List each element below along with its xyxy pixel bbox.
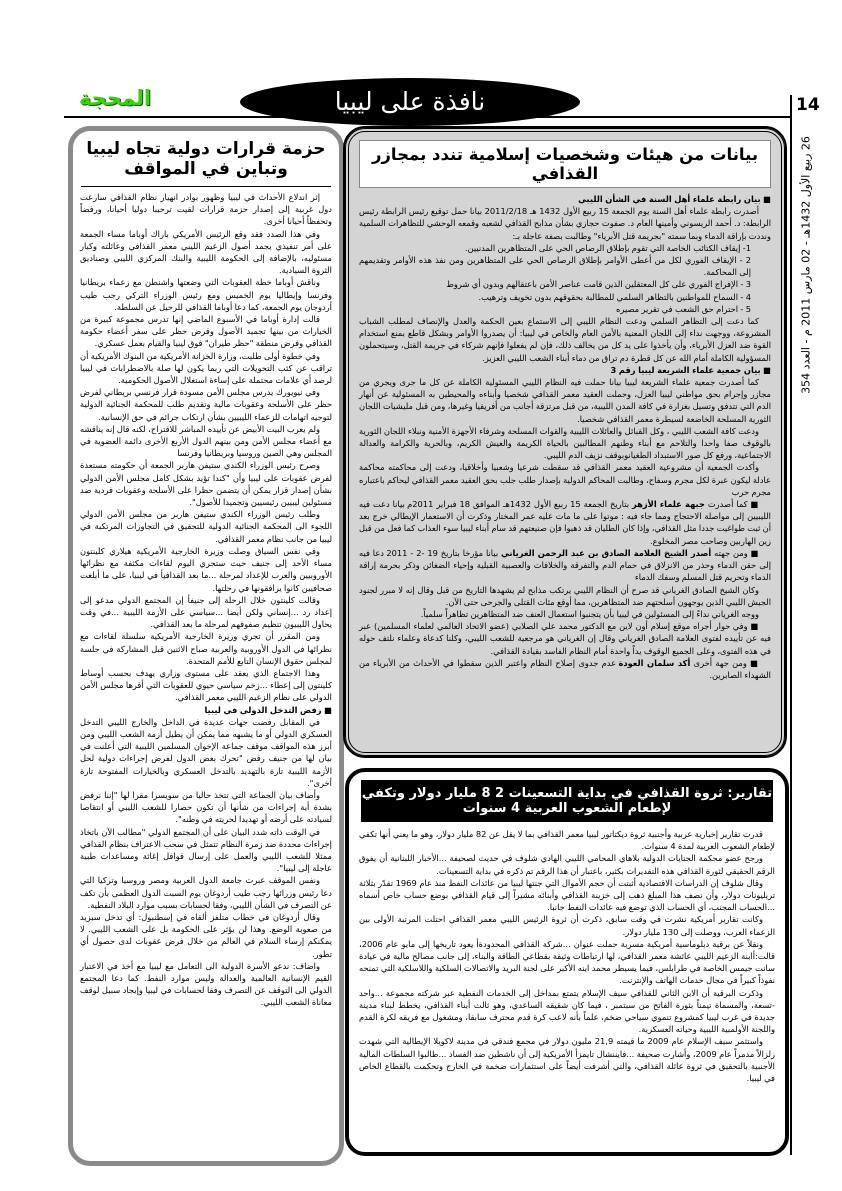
paragraph — [359, 376, 771, 425]
paragraph-text: ودعت كافة الشعب الليبي ، وكل القبائل والعائلات الليبية والقوات المسلحة وشرفاء الأجهزة الأمنية ونبلاء اللجان الثورية بالوقوف صفا واحدا والتلاحم مع أبناء وطنهم المطالبين بالحياة الكريمة والعيش الكريم، وبالحرية والكرامة والعدالة الاجتماعية، ورفع كل صور الاستبداد الطغيانوبوقف نزيف الدم الليبي. — [359, 425, 771, 461]
paragraph-text: وقال أردوغان في خطاب متلفز ألقاه في إسطنبول: أي تدخل سيزيد من صعوبة الوضع. وهذا لن يؤثر على الحكومة بل على الشعب الليبي. لا يمكنكم إرساء السلام في العالم من خلال فرض عقوبات لدى حصول أي تطور. — [80, 911, 332, 959]
paragraph-text: 5 - احترام حق الشعب في تقرير مصيره — [616, 303, 751, 314]
left-article-body — [73, 187, 339, 1015]
bold-phrase: ■ رفض التدخل الدولي في ليبيا — [204, 704, 332, 715]
paragraph-text: إثر اندلاع الأحداث في ليبيا وظهور بوادر انهيار نظام القذافي سارعت دول غربية إلى إصدار حزمة قرارات لقيت ترحيبا دوليا أحيانا، ورفضاً وتحفظاً أحيانا أخرى. — [80, 192, 332, 227]
paragraph — [80, 716, 332, 789]
paragraph-text: وكان الشيخ الصادق الغرياني قد صرح أن النظام الليبي يرتكب مذابح لم يشهدها التاريخ من قبل وقال إنه لا مبرر لجنود الجيش الليبي الذين يوجهون أسلحتهم ضد المتظاهرين، مما أوقع مئات القتلى والجرحى حتى الآن. — [359, 584, 771, 607]
paragraph-text: بتاريخ الجمعة 15 ربيع الأول 1432هـ الموافق 18 فبراير 2011م بيانا دعت فيه الليبيين إلى مواصلة الاحتجاج ومما جاء فيه : موتوا على ما مات عليه عمر المختار وذكرت أن الاستعمار الإيطالي خرج بعد أن ثبت طواغيت جددا مثل القذافي، وإذا كان الطليان قد ذهبوا فإن صنيعتهم قد سام أبناء ليبيا سوء العذاب كما فعل من قبل زين الهاربين وصاحب مصر المخلوع. — [359, 499, 771, 546]
dateline — [796, 130, 816, 400]
margin-rule — [790, 95, 792, 1155]
paragraph-text: في المقابل رفضت جهات عديدة في الداخل والخارج الليبي التدخل العسكري الدولي أو ما يشبهه مما يمكن أن يطيل أزمة الشعب الليبي ومن أبرز هذه المواقف موقف جماعة الإخوان المسلمين الليبية التي أعلنت في بيان لها من جنيف رفض "تحرك بعض الدول لفرض إجراءات دولية لحل الأزمة الليبية تارة بالتهديد بالتدخل العسكري وبالخيارات المفتوحة تارة أخرى". — [80, 716, 332, 788]
list-item — [359, 242, 771, 254]
right-article-body — [349, 193, 781, 687]
paragraph — [359, 913, 775, 937]
paragraph — [359, 425, 771, 462]
paragraph-text: ولم يعرب البيت الأبيض عن تأييده المباشر للاقتراح، لكنه قال إنه يناقشه مع أعضاء مجلس الأمن ومن بينهم الدول الأربع الأخرى دائمة العضوية في المجلس وهي الصين وروسيا وبريطانيا وفرنسا — [80, 423, 332, 459]
paragraph — [80, 874, 332, 911]
paragraph — [359, 498, 771, 547]
paragraph — [359, 315, 771, 364]
subheading — [359, 193, 771, 205]
paragraph-text: ومن المقرر أن تجري وزيرة الخارجية الأمريكية سلسلة لقاءات مع نظرائها في الدول الأوروبية والعربية صباح الاثنين قبل المشاركة في جلسة لمجلس حقوق الإنسان التابع للأمم المتحدة. — [80, 631, 332, 666]
paragraph — [80, 508, 332, 545]
paragraph — [80, 423, 332, 460]
paragraph-text: ورجح عضو محكمة الجنايات الدولية بلاهاي المحامي الليبي الهادي شلوف في حديث لصحيفة ...الأخبار اللبنانية أن يفوق الرقم الحقيقي لثورة القذافي هذه التقديرات بكثير، باعتبار أن هذا الرقم تم ذكره في بداية التسعينات. — [359, 853, 775, 876]
paragraph — [80, 911, 332, 960]
bottom-article-body — [349, 828, 785, 1090]
paragraph-text: عدم جدوى إصلاح النظام واعتبر الذين سقطوا في الأحداث من الأبرياء من الشهداء الصابرين. — [359, 657, 771, 680]
left-article — [68, 126, 344, 1166]
paragraph-text: 1- إيقاف الكتائب الخاصة التي تقوم بإطلاق الرصاص الحي على المتظاهرين المدنيين. — [464, 242, 751, 253]
paragraph — [359, 584, 771, 608]
paragraph-text: وذكرت البرقية أن الابن الثاني للقذافي سيف الإسلام يتمتع بمداخل إلى الخدمات النفطية عبر شركته مجموعة ...واحد -تسعة، والمسماة تيمناً بثورة الفاتح من سبتمبر ، فيما كان شقيقه الساعدي، وهو ثالث أبناء القذافي، يخطط لبناء مدينة جديدة في غرب ليبيا كمشروع تنموي سياحي ضخم، علماً بأنه لاعب كرة قدم محترف سابقا، ومشغول مع فريقه لكرة القدم واللجنة الأولمبية الليبية وحياته العسكرية. — [359, 987, 775, 1035]
paragraph-text: وأكدت الجمعية أن مشروعية العقيد معمر القذافي قد سقطت شرعيا وشعبيا وأخلاقيا، ودعت إلى محاكمته محاكمة عادلة ليكون عبرة لكل مجرم وسفاح، وطالبت المحاكم الدولية بإصدار طلب جلب بحق العقيد معمر القذافي ليحاكم باعتباره مجرم حرب — [359, 462, 771, 497]
bold-phrase: ■ بيان رابطة علماء أهل السنة في الشأن الليبي — [578, 194, 771, 204]
paragraph — [359, 657, 771, 681]
paragraph — [80, 313, 332, 350]
paragraph-text: وفي نفس السياق وصلت وزيرة الخارجية الأمريكية هيلاري كلينتون مساء الأحد إلى جنيف حيث ستجري اليوم لقاءات مكثفة مع نظرائها الأوروبيين والعرب للإعداد لمرحلة ...ما بعد القذافيأ في ليبيا، على ما أبلغت صحافيين كانوا يرافقونها في رحلتها. — [80, 545, 332, 593]
paragraph-text: وناقش أوباما خطة العقوبات التي وضعتها واشنطن مع زعماء بريطانيا وفرنسا وإيطاليا يوم الخميس ومع رئيس الوزراء التركي رجب طيب أردوجان يوم الجمعة، كما دعا أوباما القذافي للرحيل عن السلطة. — [80, 277, 332, 312]
paragraph-text: ونقلاً عن برقية دبلوماسية أمريكية مسربة حملت عنوان ...شركة القذافي المحدودةأ يعود تاريخها إلى مايو عام 2006، قالت:أابنة الزعيم الليبي عائشة معمر القذافي، لها ارتباطات وثيقة بقطاعي الطاقة والبناء، إلى جانب مصالح مالية في عيادة سانت جيمس الخاصة في طرابلس، فيما يسيطر محمد ابنه الأكبر على لجنة البريد والاتصالات السلكية واللاسلكية التي تمنحه نفوذاً كبيراً في مجال خدمات الهاتف والإنترنت. — [359, 938, 775, 986]
list-item — [359, 254, 771, 278]
paragraph — [359, 828, 775, 852]
paragraph — [80, 667, 332, 704]
paragraph-text: وقال شلوف إن الدراسات الاقتصادية أثبتت أن حجم الأموال التي جنتها ليبيا من عائدات النفط منذ عام 1969 تقدّر بثلاثة تريليونات دولار، وأن نصف هذا المبلغ ذهب إلى خزينة القذافي وأبنائه مشيراً إلى قيام القذافي بوضع حساب خاص أسماه ...الحساب المجنب، أي الحساب الذي توضع فيه عائدات النفط جانبا. — [359, 877, 775, 913]
paragraph-text: وقالت كلينتون خلال الرحلة إلى جنيفأ إن المجتمع الدولي مدعو إلى إعداد رد ...إنساني ولكن أيضا ...سياسي على الأزمة الليبية ...في وقت يحاول الليبيون تنظيم صفوفهم لمرحلة ما بعد القذافي. — [80, 594, 332, 630]
paragraph-text: 4 - السماح للمواطنين بالتظاهر السلمي للمطالبة بحقوقهم بدون تخويف وترهيب. — [478, 291, 751, 302]
paragraph-text: وهذا الاجتماع الذي يعقد على مستوى وزاري يهدف بحسب أوساط كلينتون إلى إعطاء ...زخم سياسي حيوي للعقوبات التي أقرها مجلس الأمن الدولي على نظام الزعيم الليبي معمر القذافي. — [80, 667, 332, 703]
bold-phrase: أصدر الشيخ العلامة الصادق بن عبد الرحمن الغرياني — [501, 547, 712, 558]
right-article — [345, 128, 785, 756]
paragraph-text: في الوقت ذاته شدد البيان على أن المجتمع الدولي "مطالب الآن باتخاذ إجراءات محددة ضد زمرة النظام تتمثل في سحب الاعتراف بنظام القذافي ممثلا للشعب الليبي والعمل على إرسال قوافل إغاثة ومساعدات طبية عاجلة إلى ليبيا". — [80, 826, 332, 874]
paragraph — [80, 276, 332, 313]
paragraph-text: وأضاف بيان الجماعة التي تتخذ حاليا من سويسرا مقرا لها "إننا نرفض بشدة أية إجراءات من شأنها أن تكون حصارا للشعب الليبي أو انتقاصا لسيادته على أرضه أو تهديدا لحريته في وطنه". — [80, 789, 332, 825]
bottom-article — [345, 768, 789, 1156]
newspaper-logo: المحجة — [78, 86, 152, 110]
paragraph-text: وطلب رئيس الوزراء الكندي ستيفن هاربر من مجلس الأمن الدولي اللجوء الى المحكمة الجنائية الدولية للتحقيق في التجاوزات المرتكبة في ليبيا من جانب نظام معمر القذافي. — [80, 509, 332, 544]
paragraph-text: واضاف: ندعو الأسرة الدولية الى التعامل مع ليبيا مع أخذ في الاعتبار القيم الإنسانية العالمية والعدالة وليس موارد النفط. كما دعا المجتمع الدولي الى التوقف عن التصرف وفقا لحسابات في ليبيا وإيجاد سبيل لوقف معاناة الشعب الليبي. — [80, 960, 332, 1008]
paragraph-text: وصرح رئيس الوزراء الكندي ستيفن هاربر الجمعة أن حكومته مستعدة لفرض عقوبات على ليبيا وأن "كندا تؤيد بشكل كامل مجلس الأمن الدولي بشأن إصدار قرار يمكن أن يتضمن حظرا على الأسلحة وعقوبات فردية ضد مسئولين ليبيين رئيسيين وتجميدا للأصول". — [80, 460, 332, 508]
paragraph — [80, 630, 332, 667]
list-item — [359, 278, 771, 290]
paragraph — [80, 350, 332, 387]
paragraph-lead: ■ ومن جهة أخرى — [690, 657, 759, 668]
paragraph-text: 2 - الإيقاف الفوري لكل من أعطى الأوامر بإطلاق الرصاص الحي على المتظاهرين ومن نفذ هذه الأوامر وتقديمهم إلى المحاكمة. — [359, 255, 751, 278]
page-number: 14 — [796, 95, 820, 115]
paragraph — [359, 938, 775, 987]
paragraph — [359, 987, 775, 1036]
paragraph-text: قالت إدارة أوباما في الأسبوع الماضي إنها تدرس مجموعة كبيرة من الخيارات من بينها تجميد الأصول وفرض حظر على سفر أعضاء حكومة القذافي وفرض منطقة "حظر طيران" فوق ليبيا والقيام بعمل عسكري. — [80, 314, 332, 349]
paragraph-text: وفي خطوة أولى طلبت، وزارة الخزانة الأمريكية من البنوك الأمريكية أن تراقب عن كثب التحويلات التي ربما يكون لها صلة بالاضطرابات في ليبيا لرصد أي علامات محتملة على إساءة استغلال الأصول الحكومية. — [80, 350, 332, 386]
paragraph — [80, 960, 332, 1009]
paragraph-text: وفي هذا الصدد فقد وقع الرئيس الأمريكي باراك أوباما مساء الجمعة على أمر تنفيذي يجمد أصول الزعيم الليبي معمر القذافي وعائلته وكبار مسئوليه، بالإضافة إلى الحكومة الليبية والبنك المركزي الليبي وصناديق الثروة السيادية. — [80, 228, 332, 276]
paragraph-text: وكانت تقارير أمريكية نشرت في وقت سابق، ذكرت أن ثروة الرئيس الليبي معمر القذافي احتلت المرتبة الأولى بين الزعماء العرب، ووصلت إلى 130 مليار دولار. — [359, 914, 775, 937]
list-item — [359, 291, 771, 303]
paragraph-lead: ■ ومن جهته — [711, 547, 759, 558]
paragraph-text: كما أصدرت جمعية علماء الشريعة ليبيا بيانا حملت فيه النظام الليبي المسئولية الكاملة عن كل ما جرى ويجري من مجازر وإجرام بحق مواطني ليبيا العزل، وحملت العقيد معمر القذافي شخصيا وأبناءه والمحيطين به المسئولية عن أنهار الدم التي تتدفق وتسيل بغزارة في كافة المدن الليبية، من قبل مرتزقة أجانب من أفريقيا وغيرها، ومن قبل مليشيات اللجان الثورية المسلحة الخاضعة لسيطرة معمر القذافي شخصيا. — [359, 377, 771, 424]
paragraph-text: ووجه الغرياني نداءً إلى المسئولين في ليبيا بأن يتجنبوا استعمال العنف ضد المتظاهرين تظاهراً سلمياً. — [420, 608, 759, 619]
paragraph — [359, 547, 771, 584]
paragraph — [359, 620, 771, 657]
paragraph-text: بيانا مؤرخا بتاريخ 19 -2 - 2011 دعا فيه إلى حقن الدماء وحذر من الانزلاق في حمام الدم والتفرقة والخلافات والعصبية القبلية وإحياء الضغائن وذكر بحرمة إراقة الدماء وتحريم قتل المسلم وسفك الدماء — [359, 547, 771, 583]
bold-phrase: جبهة علماء الأزهر — [631, 499, 705, 510]
subheading — [359, 364, 771, 376]
paragraph — [80, 545, 332, 594]
bold-phrase: أكد سلمان العودة — [618, 657, 691, 668]
list-item — [359, 303, 771, 315]
paragraph — [359, 608, 771, 620]
subheading — [80, 704, 332, 716]
paragraph-text: واستثمر سيف الإسلام عام 2009 ما قيمته 21,9 مليون دولار في مجمع فندقي في مدينة لاكويلا الإيطالية التي شهدت زلزالاً مدمراً عام 2009، وأشارت صحيفة ...فايننشال تايمزأ الأمريكية إلى أن ناشطين ضد الفساد ...طالبوا السلطات المالية الأجنبية بالتحقيق في ثروة عائلة القذافي، والتي أشرفت أيضاً على استثمارات ضخمة في الخارج وتحكمت بالقطاع الخاص في ليبيا. — [359, 1036, 775, 1084]
paragraph — [359, 1035, 775, 1084]
right-article-title: بيانات من هيئات وشخصيات إسلامية تندد بمجازر القذافي — [359, 140, 771, 188]
paragraph — [359, 461, 771, 498]
section-banner: نافذة على ليبيا — [240, 78, 580, 126]
bottom-article-title: تقارير: ثروة القذافي في بداية التسعينات 2 8 مليار دولار وتكفي لإطعام الشعوب العربية 4 سنوات — [361, 780, 773, 822]
paragraph-lead: ■ — [747, 621, 759, 632]
paragraph — [80, 228, 332, 277]
paragraph — [359, 852, 775, 876]
paragraph — [80, 459, 332, 508]
paragraph-text: كما دعت إلى التظاهر السلمي ودعت النظام الليبي إلى الاستماع بعين الحكمة والعدل والإنصاف لمطلب الشباب المشروعة، ووجهت نداء إلى اللجان المعنية بالأمن العام والخاص في ليبيا: أن يصدروا الأوامر وبشكل قاطع بمنع استخدام القوة ضد العزل الأبرياء، وأن يأخذوا على يد كل من يخالف ذلك، فإن لم يفعلوا فإنهم شركاء في جريمة القتل، وسيتحملون المسؤولية الكاملة أمام الله عن كل قطرة دم تراق من دماء أبناء الشعب الليبي العزيز. — [359, 316, 771, 363]
paragraph — [80, 191, 332, 228]
paragraph-text: قدرت تقارير إخبارية عربية وأجنبية ثروة ديكتاتور ليبيا معمر القذافي بما لا يقل عن 82 مليار دولار، وهو ما يعني أنها تكفي لإطعام الشعوب العربية لمدة 4 سنوات. — [359, 829, 775, 852]
paragraph-text: وفي حوار أجراه موقع إسلام أون لاين مع الدكتور محمد علي الصلابي (عضو الاتحاد العالمي لعلماء المسلمين) عبر فيه عن تأييده لفتوى العلامة الصادق الغرياني وقال إن الغرياني هو مرجعية للشعب الليبي، وكلنا كدعاة وعلماء نلتف حوله في هذه الفتوى، وعلى الجميع الوقوف يداً واحدة أمام النظام الفاسد بقيادة القذافي. — [359, 621, 771, 656]
paragraph-lead: ■ كما أصدرت — [704, 499, 759, 510]
paragraph — [80, 386, 332, 423]
paragraph-text: أصدرت رابطة علماء أهل السنة يوم الجمعة 15 ربيع الأول 1432 هـ 2011/2/18 بيانا حمل توقيع رئيس الرابطة رئيس الرابطة: د. أحمد الريسوني وأمينها العام د. صفوت حجازي بشأن مذابح القذافي لشعبه وقمعه الوحشي للتظاهرات السلمية ونددت بإراقة الدماء وبما سمته "بجريمة قتل الأبرياء" وطالبت بصفة عاجلة بـ: — [359, 206, 771, 241]
left-article-title: حزمة قرارات دولية تجاه ليبيا وتباين في المواقف — [81, 139, 331, 187]
paragraph — [359, 205, 771, 242]
paragraph-text: 3 - الإفراج الفوري على كل المعتقلين الذين قامت عناصر الأمن باعتقالهم وبدون أي شروط — [446, 279, 751, 290]
paragraph-text: وفي نيويورك يدرس مجلس الأمن مسودة قرار فرنسي بريطاني لفرض حظر على الأسلحة وعقوبات مالية وتقديم طلب للمحكمة الجنائية الدولية لتوجيه اتهامات للزعماء الليبيين بشأن ارتكاب جرائم في حق الإنسانية. — [80, 387, 332, 422]
paragraph — [80, 789, 332, 826]
header-rule — [64, 116, 792, 118]
dateline-text: 26 ربيع الأول 1432هـ - 02 مارس 2011 م - العدد 354 — [799, 136, 813, 394]
paragraph — [80, 594, 332, 631]
paragraph — [359, 877, 775, 914]
paragraph — [80, 826, 332, 875]
bold-phrase: ■ بيان جمعية علماء الشريعة ليبيا رقم 3 — [610, 364, 771, 375]
paragraph-text: ونفس الموقف عبرت جامعة الدول العربية ومصر وروسيا وتركيا التي دعا رئيس وزرائها رجب طيب أردوغان يوم السبت الدول العظمى بأن تكف عن التصرف في الشأن الليبي، وفقا لحسابات بسبب موارد البلاد النفطية. — [80, 875, 332, 910]
